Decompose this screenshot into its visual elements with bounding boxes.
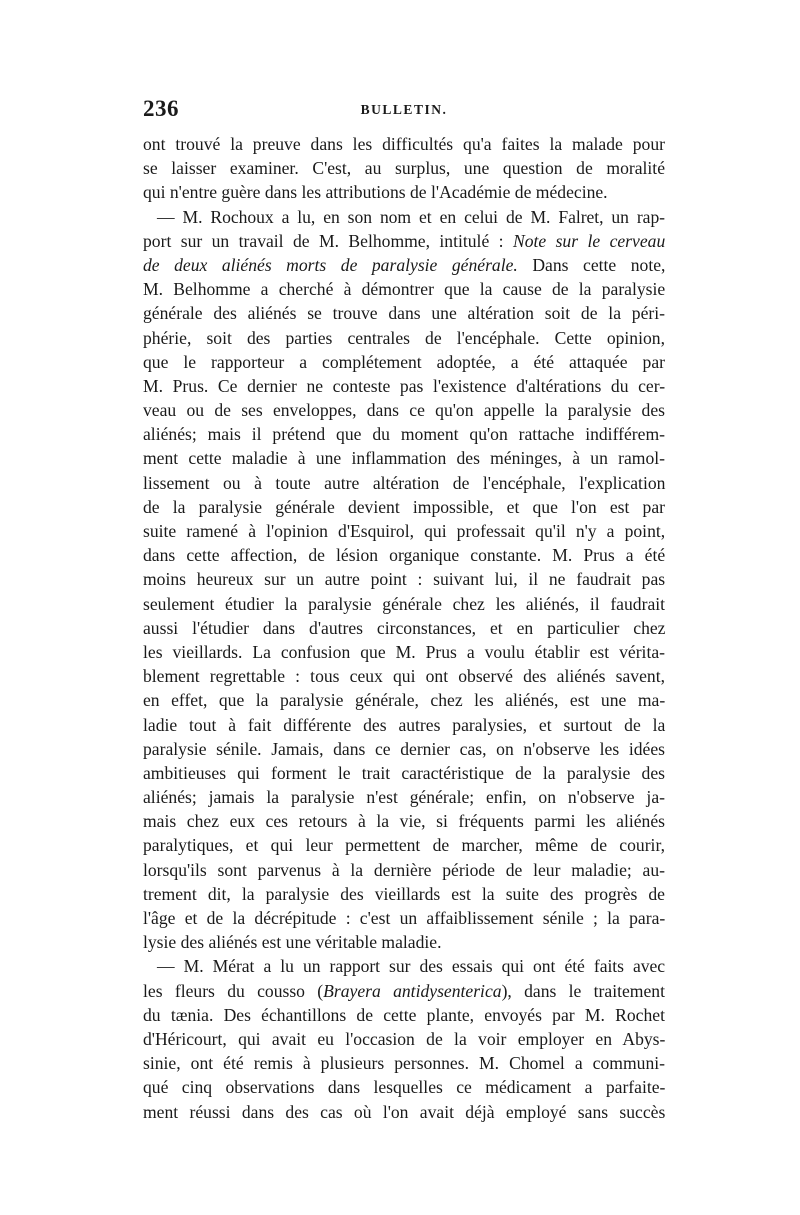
text-line — [143, 1100, 665, 1124]
line-text: ambitieuses qui forment le trait caractéristique de la paralysie des — [143, 762, 665, 783]
running-head: BULLETIN. — [360, 102, 448, 117]
text-line — [143, 543, 665, 567]
italic-text: Brayera antidysenterica — [323, 980, 502, 1001]
line-text: paralysie sénile. Jamais, dans ce dernier cas, on n'observe les idées — [143, 738, 665, 759]
line-text: de la paralysie générale devient impossible, et que l'on est par — [143, 496, 665, 517]
text-line — [143, 519, 665, 543]
line-text: ment réussi dans des cas où l'on avait déjà employé sans succès — [143, 1101, 666, 1122]
line-text: aliénés; jamais la paralysie n'est générale; enfin, on n'observe ja- — [143, 787, 665, 808]
text-line — [143, 180, 665, 204]
text-line — [143, 664, 665, 688]
text-line — [143, 326, 665, 350]
line-text: dans cette affection, de lésion organique constante. M. Prus a été — [143, 545, 666, 566]
line-text: les fleurs du cousso ( — [143, 980, 324, 1001]
line-text: les vieillards. La confusion que M. Prus a voulu établir est vérita- — [143, 641, 665, 662]
line-text: port sur un travail de M. Belhomme, intitulé : — [143, 230, 513, 251]
line-text: qué cinq observations dans lesquelles ce médicament a parfaite- — [143, 1077, 666, 1098]
text-line — [143, 713, 665, 737]
text-line — [143, 422, 665, 446]
text-line — [143, 1003, 665, 1027]
text-line — [143, 882, 665, 906]
line-text: veau ou de ses enveloppes, dans ce qu'on appelle la paralysie des — [143, 400, 665, 421]
line-text: ment cette maladie à une inflammation des méninges, à un ramol- — [143, 448, 665, 469]
line-text: lorsqu'ils sont parvenus à la dernière période de leur maladie; au- — [143, 859, 665, 880]
text-line — [143, 785, 665, 809]
text-line — [143, 858, 665, 882]
text-line — [143, 737, 665, 761]
page-number: 236 — [143, 96, 179, 121]
text-line — [143, 301, 665, 325]
line-text: suite ramené à l'opinion d'Esquirol, qui professait qu'il n'y a point, — [143, 521, 666, 541]
line-text: que le rapporteur a complétement adoptée, a été attaquée par — [143, 351, 665, 372]
line-text: l'âge et de la décrépitude : c'est un affaiblissement sénile ; la para- — [143, 908, 666, 928]
text-line — [143, 906, 665, 930]
text-line — [143, 350, 665, 374]
text-line — [143, 1075, 665, 1099]
line-text: Dans cette note, — [517, 254, 666, 275]
line-text: M. Prus. Ce dernier ne conteste pas l'existence d'altérations du cer- — [143, 375, 666, 396]
page-header — [143, 96, 665, 126]
text-line — [143, 616, 665, 640]
line-text: trement dit, la paralysie des vieillards est la suite des progrès de — [143, 883, 665, 904]
line-text: du tænia. Des échantillons de cette plante, envoyés par M. Rochet — [143, 1004, 665, 1025]
text-line — [143, 229, 665, 253]
line-text: d'Héricourt, qui avait eu l'occasion de la voir employer en Abys- — [143, 1028, 666, 1049]
line-text: paralytiques, et qui leur permettent de marcher, même de courir, — [143, 835, 665, 856]
italic-text: Note sur le cerveau — [512, 230, 666, 251]
line-text: se laisser examiner. C'est, au surplus, une question de moralité — [143, 158, 666, 179]
text-line — [143, 374, 665, 398]
line-text: aussi l'étudier dans d'autres circonstances, et en particulier chez — [143, 617, 666, 638]
line-text: lissement ou à toute autre altération de l'encéphale, l'explication — [143, 472, 666, 493]
text-line — [143, 205, 665, 229]
text-line — [143, 640, 665, 664]
line-text: ont trouvé la preuve dans les difficultés qu'a faites la malade pour — [143, 134, 665, 154]
line-text: lysie des aliénés est une véritable maladie. — [143, 932, 442, 953]
text-line — [143, 979, 665, 1003]
text-line — [143, 253, 665, 277]
text-line — [143, 592, 665, 616]
line-text: phérie, soit des parties centrales de l'encéphale. Cette opinion, — [143, 327, 665, 348]
line-text: générale des aliénés se trouve dans une altération soit de la péri- — [143, 303, 665, 324]
line-text: mais chez eux ces retours à la vie, si fréquents parmi les aliénés — [143, 811, 665, 832]
line-text: — M. Rochoux a lu, en son nom et en celui de M. Falret, un rap- — [157, 206, 665, 227]
text-line — [143, 277, 665, 301]
text-line — [143, 761, 665, 785]
line-text: M. Belhomme a cherché à démontrer que la cause de la paralysie — [143, 279, 666, 300]
italic-text: de deux aliénés morts de paralysie générale. — [143, 254, 518, 275]
text-line — [143, 930, 665, 954]
line-text: moins heureux sur un autre point : suivant lui, il ne faudrait pas — [143, 569, 666, 590]
line-text: qui n'entre guère dans les attributions de l'Académie de médecine. — [143, 182, 608, 203]
body-text — [143, 132, 665, 1124]
line-text: en effet, que la paralysie générale, chez les aliénés, est une ma- — [143, 690, 666, 711]
line-text: — M. Mérat a lu un rapport sur des essais qui ont été faits avec — [157, 956, 665, 977]
text-line — [143, 954, 665, 978]
text-line — [143, 132, 665, 156]
line-text: sinie, ont été remis à plusieurs personnes. M. Chomel a communi- — [143, 1053, 665, 1074]
text-line — [143, 1027, 665, 1051]
text-line — [143, 688, 665, 712]
text-line — [143, 156, 665, 180]
text-line — [143, 471, 665, 495]
text-line — [143, 567, 665, 591]
text-line — [143, 833, 665, 857]
text-line — [143, 398, 665, 422]
line-text: blement regrettable : tous ceux qui ont observé des aliénés savent, — [143, 666, 665, 687]
text-line — [143, 495, 665, 519]
line-text: ), dans le traitement — [501, 980, 665, 1001]
text-line — [143, 446, 665, 470]
text-line — [143, 1051, 665, 1075]
text-line — [143, 809, 665, 833]
line-text: aliénés; mais il prétend que du moment qu'on rattache indifférem- — [143, 424, 665, 445]
line-text: seulement étudier la paralysie générale chez les aliénés, il faudrait — [143, 593, 666, 614]
line-text: ladie tout à fait différente des autres paralysies, et surtout de la — [143, 714, 666, 735]
